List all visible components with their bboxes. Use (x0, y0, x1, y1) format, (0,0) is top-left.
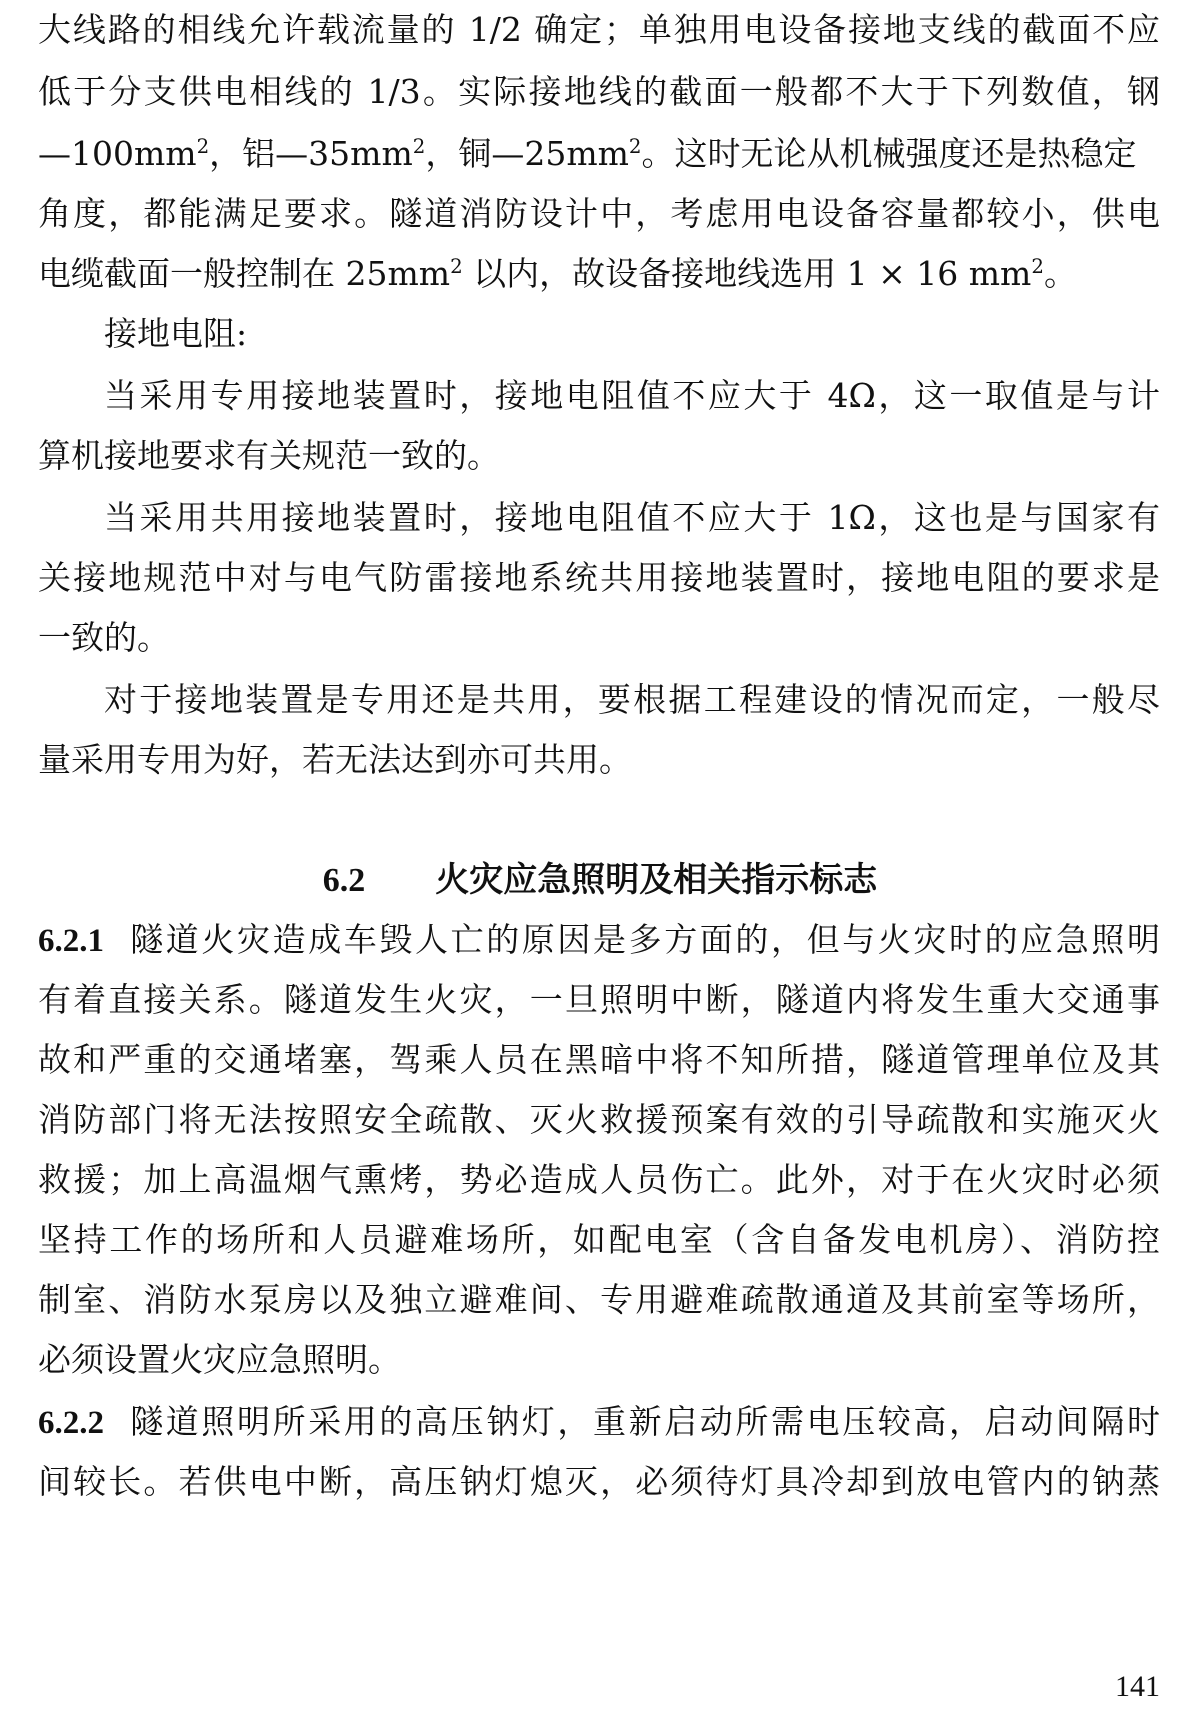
text-line: 制室、消防水泵房以及独立避难间、专用避难疏散通道及其前室等场所， (38, 1280, 1160, 1319)
text-line: 角度，都能满足要求。隧道消防设计中，考虑用电设备容量都较小，供电 (38, 194, 1160, 233)
text-line: 6.2.1 隧道火灾造成车毁人亡的原因是多方面的，但与火灾时的应急照明 (38, 920, 1160, 959)
text-line: 接地电阻: (104, 314, 248, 353)
text-line: 当采用共用接地装置时，接地电阻值不应大于 1Ω，这也是与国家有 (104, 498, 1160, 537)
text-line: 低于分支供电相线的 1/3。实际接地线的截面一般都不大于下列数值，钢 (38, 72, 1160, 111)
text-line: 对于接地装置是专用还是共用，要根据工程建设的情况而定，一般尽 (104, 680, 1160, 719)
text-line: 救援；加上高温烟气熏烤，势必造成人员伤亡。此外，对于在火灾时必须 (38, 1160, 1160, 1199)
text-line: 故和严重的交通堵塞，驾乘人员在黑暗中将不知所措，隧道管理单位及其 (38, 1040, 1160, 1079)
page-number: 141 (1115, 1670, 1160, 1703)
text-line: 大线路的相线允许载流量的 1/2 确定；单独用电设备接地支线的截面不应 (38, 10, 1160, 49)
text-line: 量采用专用为好，若无法达到亦可共用。 (38, 740, 632, 779)
section-heading (0, 856, 1200, 905)
text-line: 关接地规范中对与电气防雷接地系统共用接地装置时，接地电阻的要求是 (38, 558, 1160, 597)
text-line: 一致的。 (38, 618, 170, 657)
clause-number: 6.2.1 (38, 923, 104, 959)
text-line: 电缆截面一般控制在 $25mm^2$ 以内，故设备接地线选用 1 × 16 $mm^2$。 (38, 254, 1077, 293)
text-line: 消防部门将无法按照安全疏散、灭火救援预案有效的引导疏散和实施灭火 (38, 1100, 1160, 1139)
section-title: 火灾应急照明及相关指示标志 (435, 860, 878, 900)
text-line: 当采用专用接地装置时，接地电阻值不应大于 4Ω，这一取值是与计 (104, 376, 1160, 415)
text-line: 6.2.2 隧道照明所采用的高压钠灯，重新启动所需电压较高，启动间隔时 (38, 1402, 1160, 1441)
clause-number: 6.2.2 (38, 1405, 104, 1441)
text-line: $—100mm^2$，铝$—35mm^2$，铜$—25mm^2$。这时无论从机械强度还是热稳定 (38, 134, 1137, 173)
text-line: 有着直接关系。隧道发生火灾，一旦照明中断，隧道内将发生重大交通事 (38, 980, 1160, 1019)
text-line: 算机接地要求有关规范一致的。 (38, 436, 500, 475)
text-line: 必须设置火灾应急照明。 (38, 1340, 401, 1379)
text-line: 间较长。若供电中断，高压钠灯熄灭，必须待灯具冷却到放电管内的钠蒸 (38, 1462, 1160, 1501)
section-number: 6.2 (322, 862, 366, 899)
text-line: 坚持工作的场所和人员避难场所，如配电室（含自备发电机房）、消防控 (38, 1220, 1160, 1259)
